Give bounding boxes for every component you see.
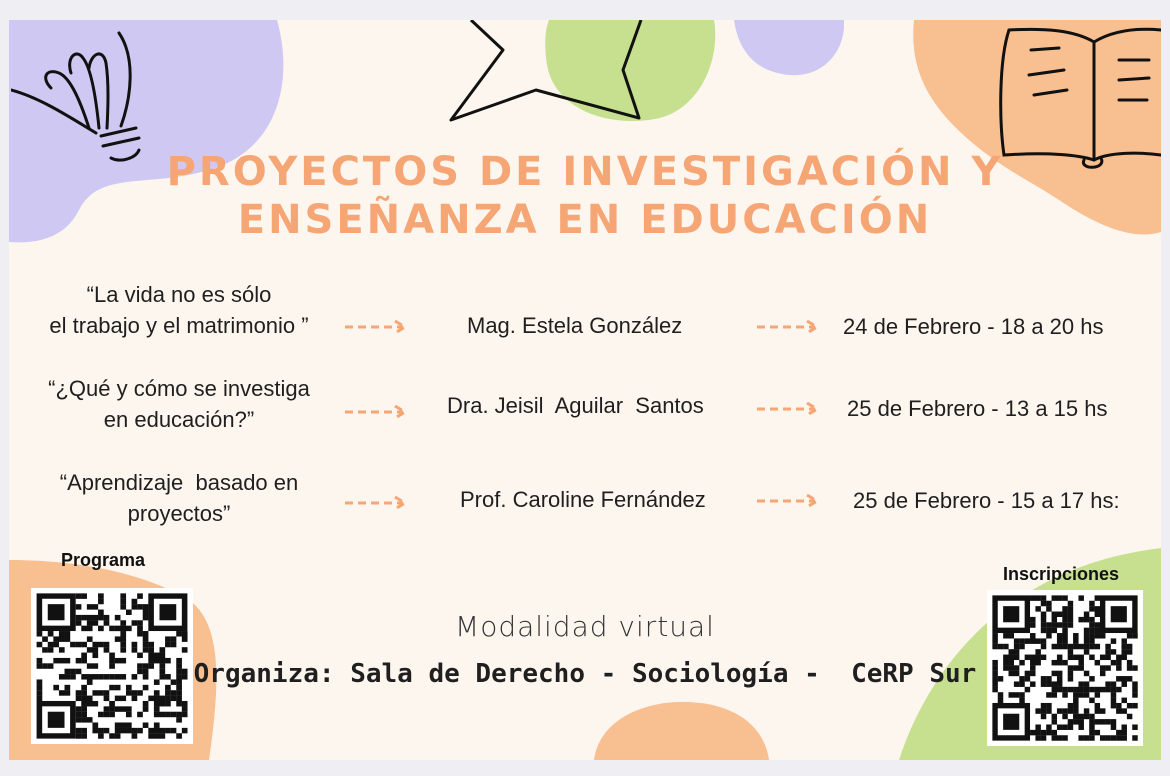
date-3: 25 de Febrero - 15 a 17 hs: — [853, 488, 1120, 513]
talk-title-1-line-2: el trabajo y el matrimonio ” — [49, 313, 309, 338]
modalidad-text: Modalidad virtual — [455, 610, 715, 643]
page-title-line-1: PROYECTOS DE INVESTIGACIÓN Y — [166, 149, 1004, 195]
arrow-icon — [755, 402, 823, 416]
date-2: 25 de Febrero - 13 a 15 hs — [847, 396, 1108, 421]
purple-blob-top-center — [734, 20, 844, 90]
star-icon — [441, 20, 651, 130]
talk-title-3-line-1: “Aprendizaje basado en — [59, 470, 299, 495]
programa-label: Programa — [61, 550, 146, 570]
date-1: 24 de Febrero - 18 a 20 hs — [843, 314, 1104, 339]
arrow-icon — [343, 320, 411, 334]
poster — [9, 20, 1161, 760]
talk-title-2 — [29, 373, 329, 435]
arrow-icon — [343, 405, 411, 419]
inscripciones-label: Inscripciones — [1003, 564, 1120, 584]
speaker-3: Prof. Caroline Fernández — [460, 487, 706, 512]
arrow-icon — [755, 320, 823, 334]
speaker-2: Dra. Jeisil Aguilar Santos — [447, 393, 704, 418]
arrow-icon — [755, 494, 823, 508]
talk-title-3-line-2: proyectos” — [127, 501, 231, 526]
peach-blob-bottom-center — [594, 700, 774, 760]
lightbulb-icon — [11, 28, 141, 168]
arrow-icon — [343, 496, 411, 510]
page-title-line-2: ENSEÑANZA EN EDUCACIÓN — [237, 197, 933, 243]
talk-title-1 — [29, 279, 329, 341]
talk-title-1-line-1: “La vida no es sólo — [86, 282, 272, 307]
talk-title-2-line-2: en educación?” — [103, 407, 255, 432]
organiza-text: Organiza: Sala de Derecho - Sociología - CeRP Sur — [193, 659, 977, 689]
talk-title-2-line-1: “¿Qué y cómo se investiga — [48, 376, 310, 401]
talk-title-3 — [29, 467, 329, 529]
speaker-1: Mag. Estela González — [467, 313, 683, 338]
